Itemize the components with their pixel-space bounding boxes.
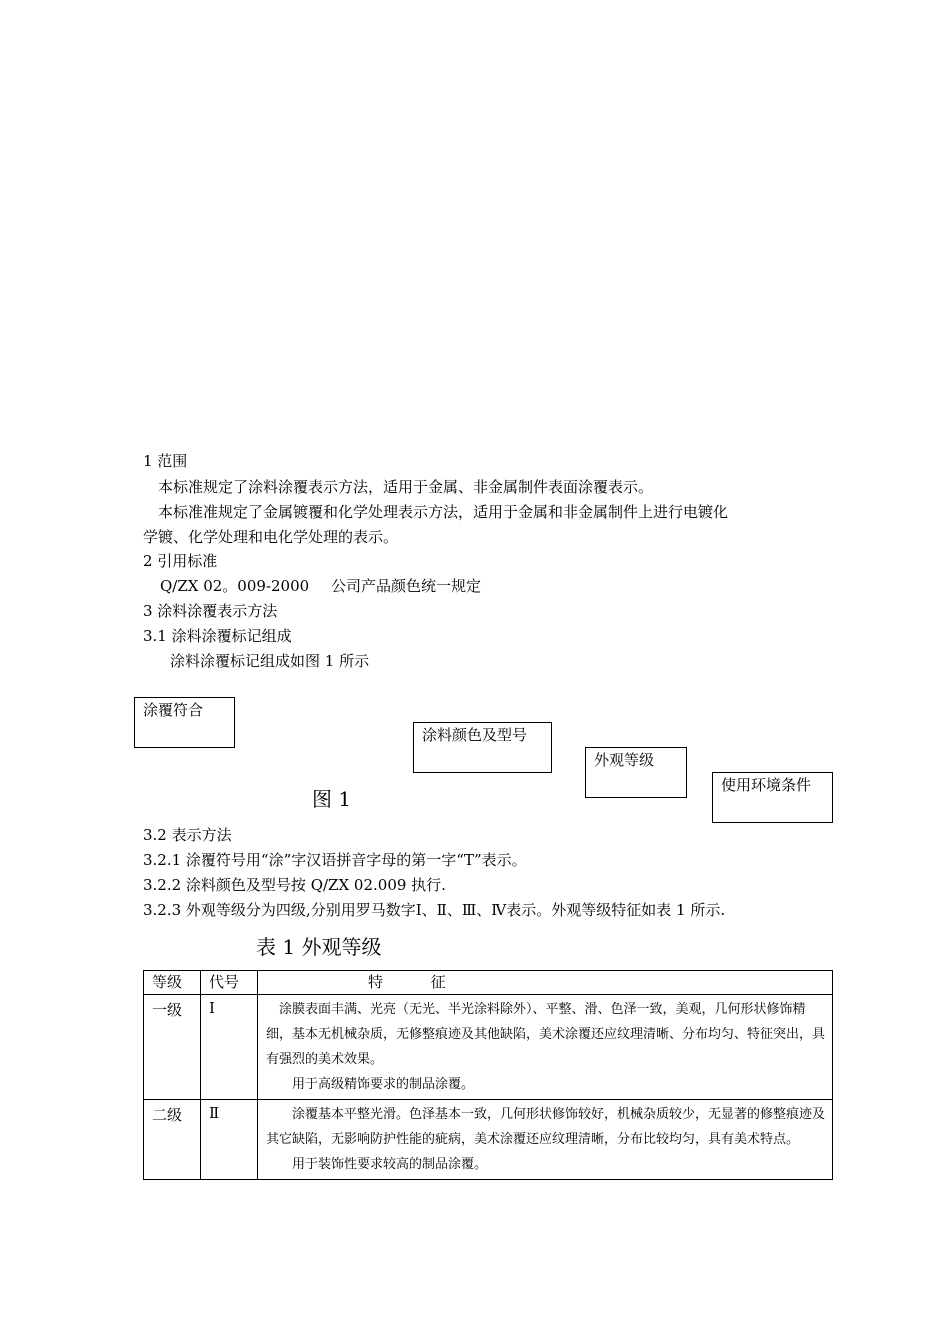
reference-standard-code: Q/ZX 02。009-2000 xyxy=(160,577,310,595)
figure-box-paint-color-model-label: 涂料颜色及型号 xyxy=(422,726,528,744)
row-usage: 用于高级精饰要求的制品涂覆。 xyxy=(292,1077,475,1092)
row-usage: 用于装饰性要求较高的制品涂覆。 xyxy=(292,1157,488,1172)
figure-box-coating-symbol-label: 涂覆符合 xyxy=(143,701,204,719)
section-3-2-heading: 3.2 表示方法 xyxy=(143,826,232,844)
figure-box-environment-conditions-label: 使用环境条件 xyxy=(721,776,812,794)
header-code: 代号 xyxy=(201,971,258,995)
section-1-heading: 1 范围 xyxy=(143,452,188,470)
section-1-paragraph-2-line-1: 本标准准规定了金属镀覆和化学处理表示方法，适用于金属和非金属制件上进行电镀化 xyxy=(158,503,729,521)
figure-caption: 图 1 xyxy=(312,787,352,811)
appearance-grade-table xyxy=(143,970,833,1180)
section-3-2-1-text: 3.2.1 涂覆符号用“涂”字汉语拼音字母的第一字“T”表示。 xyxy=(143,851,527,869)
table-row xyxy=(144,995,833,1100)
figure-box-coating-symbol xyxy=(134,697,235,748)
section-1-paragraph-2-line-2: 学镀、化学处理和电化学处理的表示。 xyxy=(143,528,399,546)
figure-box-paint-color-model xyxy=(413,722,552,773)
row-description: 涂膜表面丰满、光亮（无光、半光涂料除外）、平整、滑、色泽一致，美观，几何形状修饰精细，基本无机械杂质，无修整痕迹及其他缺陷，美术涂覆还应纹理清晰、分布均匀、特征突出，具有强烈的美术效果。 xyxy=(266,1002,826,1067)
row-grade: 二级 xyxy=(144,1100,201,1180)
figure-box-appearance-grade-label: 外观等级 xyxy=(594,751,655,769)
section-3-2-3-text: 3.2.3 外观等级分为四级,分别用罗马数字Ⅰ、Ⅱ、Ⅲ、Ⅳ表示。外观等级特征如表 1 所示. xyxy=(143,901,726,919)
row-code: Ⅰ xyxy=(201,995,258,1100)
row-code: Ⅱ xyxy=(201,1100,258,1180)
header-grade: 等级 xyxy=(144,971,201,995)
row-characteristics xyxy=(258,995,833,1100)
section-3-2-2-text: 3.2.2 涂料颜色及型号按 Q/ZX 02.009 执行. xyxy=(143,876,446,894)
section-2-heading: 2 引用标准 xyxy=(143,552,218,570)
row-description: 涂覆基本平整光滑。色泽基本一致，几何形状修饰较好，机械杂质较少，无显著的修整痕迹及其它缺陷，无影响防护性能的疵病，美术涂覆还应纹理清晰，分布比较均匀，具有美术特点。 xyxy=(266,1107,826,1147)
figure-box-environment-conditions xyxy=(712,772,833,823)
table-caption: 表 1 外观等级 xyxy=(256,935,382,959)
section-3-1-heading: 3.1 涂料涂覆标记组成 xyxy=(143,627,292,645)
table-row xyxy=(144,1100,833,1180)
row-grade: 一级 xyxy=(144,995,201,1100)
header-characteristics: 特 征 xyxy=(258,971,833,995)
section-3-1-text: 涂料涂覆标记组成如图 1 所示 xyxy=(170,652,370,670)
figure-box-appearance-grade xyxy=(585,747,687,798)
reference-standard-title: 公司产品颜色统一规定 xyxy=(331,577,482,595)
section-3-heading: 3 涂料涂覆表示方法 xyxy=(143,602,278,620)
section-1-paragraph-1: 本标准规定了涂料涂覆表示方法，适用于金属、非金属制件表面涂覆表示。 xyxy=(158,478,654,496)
table-header-row xyxy=(144,971,833,995)
row-characteristics xyxy=(258,1100,833,1180)
